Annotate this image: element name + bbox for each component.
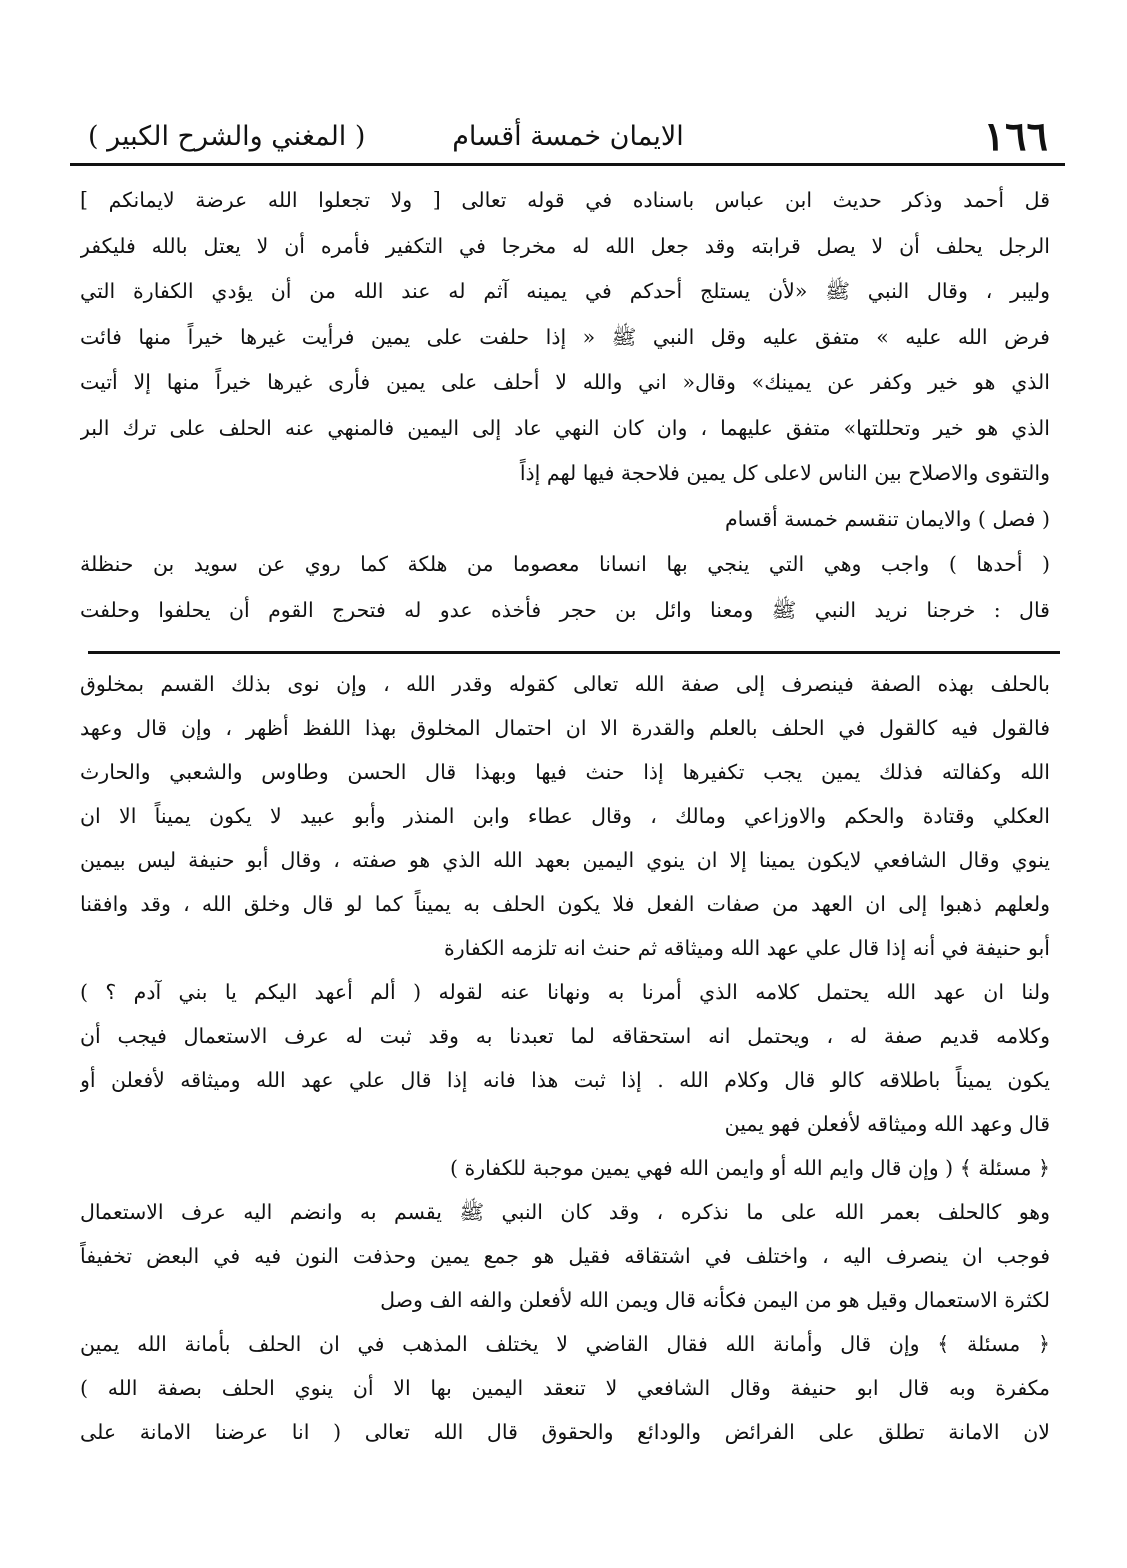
header-rule xyxy=(70,163,1065,166)
book-title: ( المغني والشرح الكبير ) xyxy=(88,121,366,152)
section-heading: ( فصل ) والايمان تنقسم خمسة أقسام xyxy=(724,506,1050,531)
text-line: لكثرة الاستعمال وقيل هو من اليمن فكأنه قال ويمن الله لأفعلن والفه الف وصل xyxy=(380,1288,1050,1312)
text-line: الذي هو خير وكفر عن يمينك» وقال« اني والله لا أحلف على يمين فأرى غيرها خيراً منها إلا أتيت xyxy=(80,370,1050,394)
text-line: بالحلف بهذه الصفة فينصرف إلى صفة الله تعالى كقوله وقدر الله ، وإن نوى بذلك القسم بمخلوق xyxy=(80,672,1050,696)
page-number: ١٦٦ xyxy=(983,113,1048,160)
text-line: الذي هو خير وتحللتها» متفق عليهما ، وان كان النهي عاد إلى اليمين فالمنهي عنه الحلف على ترك البر xyxy=(80,415,1050,440)
upper-text-block xyxy=(80,178,1050,633)
text-line: قال وعهد الله وميثاقه لأفعلن فهو يمين xyxy=(724,1112,1050,1136)
text-line: يكون يميناً باطلاقه كالو قال وكلام الله . إذا ثبت هذا فانه إذا قال علي عهد الله وميثاقه لأفعلن أو xyxy=(80,1068,1050,1092)
text-line: ينوي وقال الشافعي لايكون يمينا إلا ان ينوي اليمين بعهد الله الذي هو صفته ، وقال أبو حنيفة ليس بيمين xyxy=(80,848,1050,872)
issue-heading: ﴿ مسئلة ﴾ وإن قال وأمانة الله فقال القاضي لا يختلف المذهب في ان الحلف بأمانة الله يمين xyxy=(80,1332,1050,1356)
text-line: وهو كالحلف بعمر الله على ما نذكره ، وقد كان النبي ﷺ يقسم به وانضم اليه عرف الاستعمال xyxy=(80,1200,1050,1224)
chapter-title: الايمان خمسة أقسام xyxy=(452,121,684,152)
text-line: فرض الله عليه » متفق عليه وقل النبي ﷺ « إذا حلفت على يمين فرأيت غيرها خيراً منها فائت xyxy=(80,324,1050,349)
text-line: أبو حنيفة في أنه إذا قال علي عهد الله وميثاقه ثم حنث انه تلزمه الكفارة xyxy=(444,936,1050,960)
text-line: قل أحمد وذكر حديث ابن عباس باسناده في قوله تعالى [ ولا تجعلوا الله عرضة لايمانكم ] xyxy=(80,188,1050,212)
text-line: قال : خرجنا نريد النبي ﷺ ومعنا وائل بن حجر فأخذه عدو له فتحرج القوم أن يحلفوا وحلفت xyxy=(80,597,1050,622)
text-line: وكلامه قديم صفة له ، ويحتمل انه استحقاقه لما تعبدنا به وقد ثبت له عرف الاستعمال فيجب أن xyxy=(80,1024,1050,1048)
text-line: فالقول فيه كالقول في الحلف بالعلم والقدرة الا ان احتمال المخلوق بهذا اللفظ أظهر ، وإن قال وعهد xyxy=(80,716,1050,740)
section-divider xyxy=(88,651,1060,654)
lower-text-block xyxy=(80,662,1050,1454)
text-line: الله وكفالته فذلك يمين يجب تكفيرها إذا حنث فيها وبهذا قال الحسن وطاوس والشعبي والحارث xyxy=(80,760,1050,784)
text-line: وليبر ، وقال النبي ﷺ «لأن يستلج أحدكم في يمينه آثم له عند الله من أن يؤدي الكفارة التي xyxy=(80,279,1050,303)
text-line: ولنا ان عهد الله يحتمل كلامه الذي أمرنا به ونهانا عنه لقوله ( ألم أعهد اليكم يا بني آدم ؟ ) xyxy=(80,980,1050,1004)
text-line: والتقوى والاصلاح بين الناس لاعلى كل يمين فلاحجة فيها لهم إذاً xyxy=(519,461,1050,485)
text-line: فوجب ان ينصرف اليه ، واختلف في اشتقاقه فقيل هو جمع يمين وحذفت النون فيه في البعض تخفيفاً xyxy=(80,1244,1050,1268)
text-line: لان الامانة تطلق على الفرائض والودائع والحقوق قال الله تعالى ( انا عرضنا الامانة على xyxy=(80,1420,1050,1444)
page-header xyxy=(88,112,1048,162)
text-line: ( أحدها ) واجب وهي التي ينجي بها انسانا معصوما من هلكة كما روي عن سويد بن حنظلة xyxy=(80,552,1050,576)
text-line: الرجل يحلف أن لا يصل قرابته وقد جعل الله له مخرجا في التكفير فأمره أن لا يعتل بالله فليكفر xyxy=(80,233,1050,258)
issue-heading: ﴿ مسئلة ﴾ ( وإن قال وايم الله أو وايمن الله فهي يمين موجبة للكفارة ) xyxy=(449,1156,1050,1180)
text-line: مكفرة وبه قال ابو حنيفة وقال الشافعي لا تنعقد اليمين بها الا أن ينوي الحلف بصفة الله ) xyxy=(80,1376,1050,1400)
text-line: العكلي وقتادة والحكم والاوزاعي ومالك ، وقال عطاء وابن المنذر وأبو عبيد لا يكون يميناً الا ان xyxy=(80,804,1050,828)
text-line: ولعلهم ذهبوا إلى ان العهد من صفات الفعل فلا يكون الحلف به يميناً كما لو قال وخلق الله ، وقد وافقنا xyxy=(80,892,1050,916)
